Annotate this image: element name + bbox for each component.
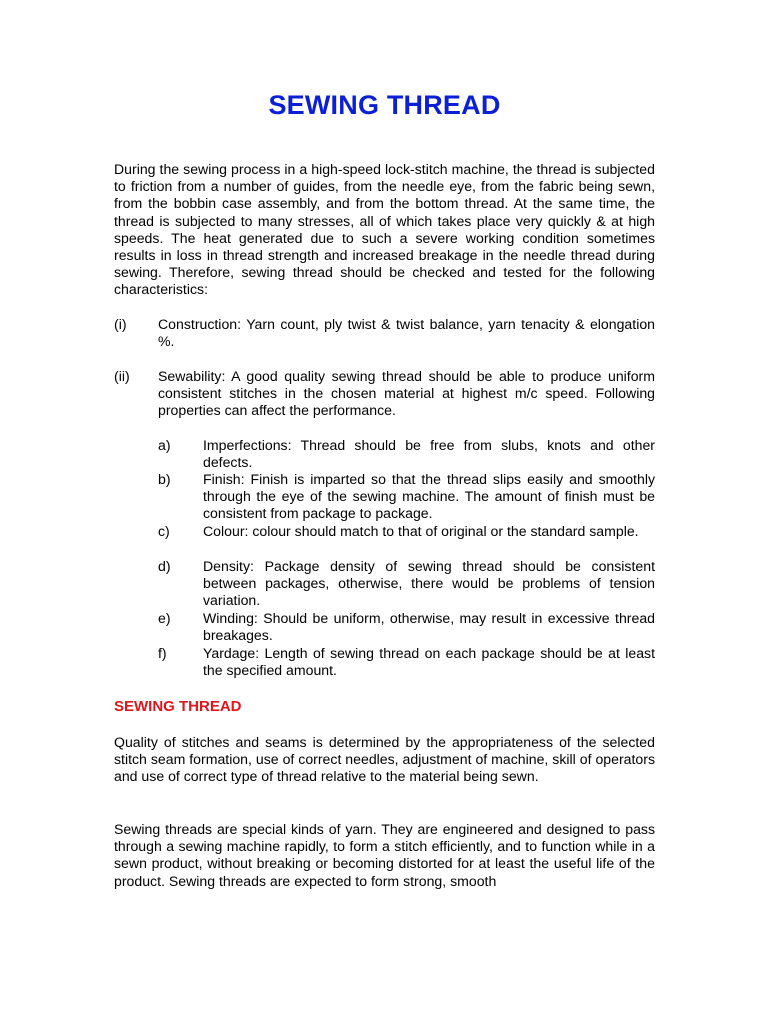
sub-item-text: Winding: Should be uniform, otherwise, may result in excessive thread breakages. bbox=[203, 610, 655, 644]
list-marker: (ii) bbox=[114, 368, 130, 384]
sub-item-marker: b) bbox=[158, 471, 171, 487]
paragraph-stitch-quality: Quality of stitches and seams is determined by the appropriateness of the selected stitch seam formation, use of correct needles, adjustment of machine, skill of operators and use of correct type of thread relative to the material being sewn. bbox=[114, 734, 655, 785]
sub-item-marker: e) bbox=[158, 610, 171, 626]
sub-item-text: Yardage: Length of sewing thread on each package should be at least the specified amount. bbox=[203, 645, 655, 679]
list-item-text: Construction: Yarn count, ply twist & twist balance, yarn tenacity & elongation %. bbox=[158, 316, 655, 350]
list-marker: (i) bbox=[114, 316, 127, 332]
sub-item-text: Density: Package density of sewing thread should be consistent between packages, otherwise, there would be problems of tension variation. bbox=[203, 558, 655, 609]
sub-item-text: Colour: colour should match to that of original or the standard sample. bbox=[203, 523, 639, 539]
sub-item-text: Imperfections: Thread should be free from slubs, knots and other defects. bbox=[203, 437, 655, 471]
sub-item-marker: c) bbox=[158, 523, 170, 539]
sub-item-text: Finish: Finish is imparted so that the thread slips easily and smoothly through the eye of the sewing machine. The amount of finish must be consistent from package to package. bbox=[203, 471, 655, 522]
sub-item-marker: a) bbox=[158, 437, 171, 453]
page-title: SEWING THREAD bbox=[268, 90, 501, 120]
section-heading: SEWING THREAD bbox=[114, 698, 242, 715]
intro-paragraph: During the sewing process in a high-speed lock-stitch machine, the thread is subjected to friction from a number of guides, from the needle eye, from the fabric being sewn, from the bobbin case assembly, and from the bottom thread. At the same time, the thread is subjected to many stresses, all of which takes place very quickly & at high speeds. The heat generated due to such a severe working condition sometimes results in loss in thread strength and increased breakage in the needle thread during sewing. Therefore, sewing thread should be checked and tested for the following characteristics: bbox=[114, 161, 655, 298]
list-item-text: Sewability: A good quality sewing thread should be able to produce uniform consistent stitches in the chosen material at highest m/c speed. Following properties can affect the performance. bbox=[158, 368, 655, 419]
paragraph-sewing-threads: Sewing threads are special kinds of yarn. They are engineered and designed to pass through a sewing machine rapidly, to form a stitch efficiently, and to function while in a sewn product, without breaking or becoming distorted for at least the useful life of the product. Sewing threads are expected to form strong, smooth bbox=[114, 821, 655, 889]
sub-item-marker: f) bbox=[158, 645, 167, 661]
sub-item-marker: d) bbox=[158, 558, 171, 574]
